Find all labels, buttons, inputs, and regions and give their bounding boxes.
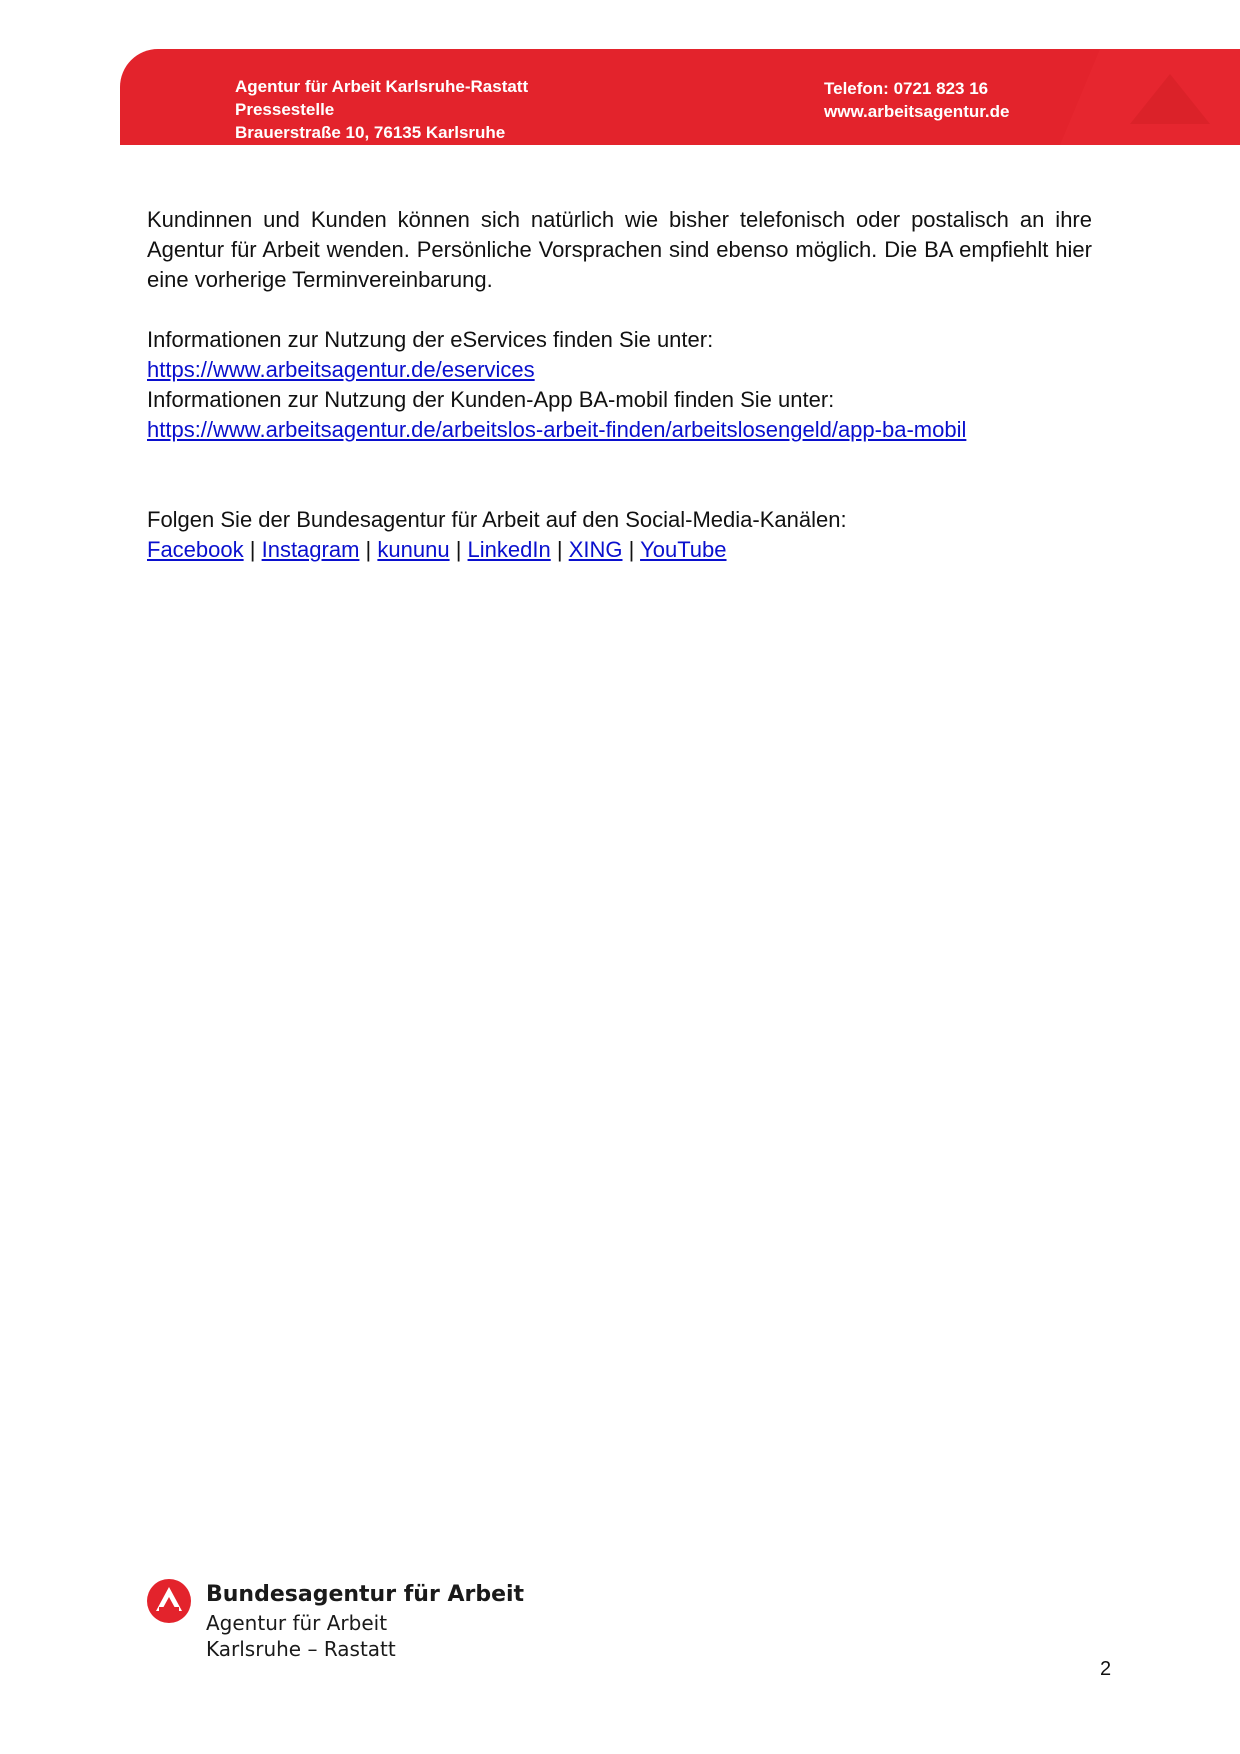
document-body [147, 205, 1092, 565]
social-intro: Folgen Sie der Bundesagentur für Arbeit auf den Social-Media-Kanälen: [147, 507, 847, 532]
letterhead-contact [824, 77, 1009, 123]
eservices-link[interactable]: https://www.arbeitsagentur.de/eservices [147, 357, 535, 382]
separator: | [556, 537, 563, 562]
page-number: 2 [1100, 1658, 1112, 1680]
social-link-facebook[interactable]: Facebook [147, 537, 244, 562]
social-links [147, 535, 1092, 565]
header-website: www.arbeitsagentur.de [824, 102, 1010, 121]
paragraph-customers: Kundinnen und Kunden können sich natürlich wie bisher telefonisch oder postalisch an ihre Agentur für Arbeit wenden. Persönliche Vorsprachen sind ebenso möglich. Die BA empfiehlt hier eine vorherige Terminvereinbarung. [147, 207, 1092, 292]
footer-line1: Agentur für Arbeit [206, 1611, 388, 1635]
footer-organization [206, 1580, 524, 1662]
separator: | [628, 537, 635, 562]
header-org: Agentur für Arbeit Karlsruhe-Rastatt [235, 77, 529, 96]
social-link-linkedin[interactable]: LinkedIn [467, 537, 551, 562]
app-link[interactable]: https://www.arbeitsagentur.de/arbeitslos-arbeit-finden/arbeitslosengeld/app-ba-mobil [147, 417, 967, 442]
letterhead-decoration-icon [1040, 49, 1240, 145]
separator: | [249, 537, 256, 562]
social-link-instagram[interactable]: Instagram [261, 537, 360, 562]
header-phone: Telefon: 0721 823 16 [824, 79, 989, 98]
footer-line2: Karlsruhe – Rastatt [206, 1637, 396, 1661]
separator: | [365, 537, 372, 562]
ba-logo-icon [146, 1578, 192, 1624]
social-link-youtube[interactable]: YouTube [640, 537, 727, 562]
letterhead-banner [120, 49, 1240, 145]
separator: | [455, 537, 462, 562]
header-department: Pressestelle [235, 100, 335, 119]
eservices-intro: Informationen zur Nutzung der eServices finden Sie unter: [147, 327, 714, 352]
header-address-partial: Brauerstraße 10, 76135 Karlsruhe [235, 123, 506, 142]
letterhead-sender [235, 75, 529, 142]
social-link-kununu[interactable]: kununu [377, 537, 450, 562]
footer-title: Bundesagentur für Arbeit [206, 1582, 525, 1607]
app-intro: Informationen zur Nutzung der Kunden-App BA-mobil finden Sie unter: [147, 387, 835, 412]
social-link-xing[interactable]: XING [568, 537, 623, 562]
